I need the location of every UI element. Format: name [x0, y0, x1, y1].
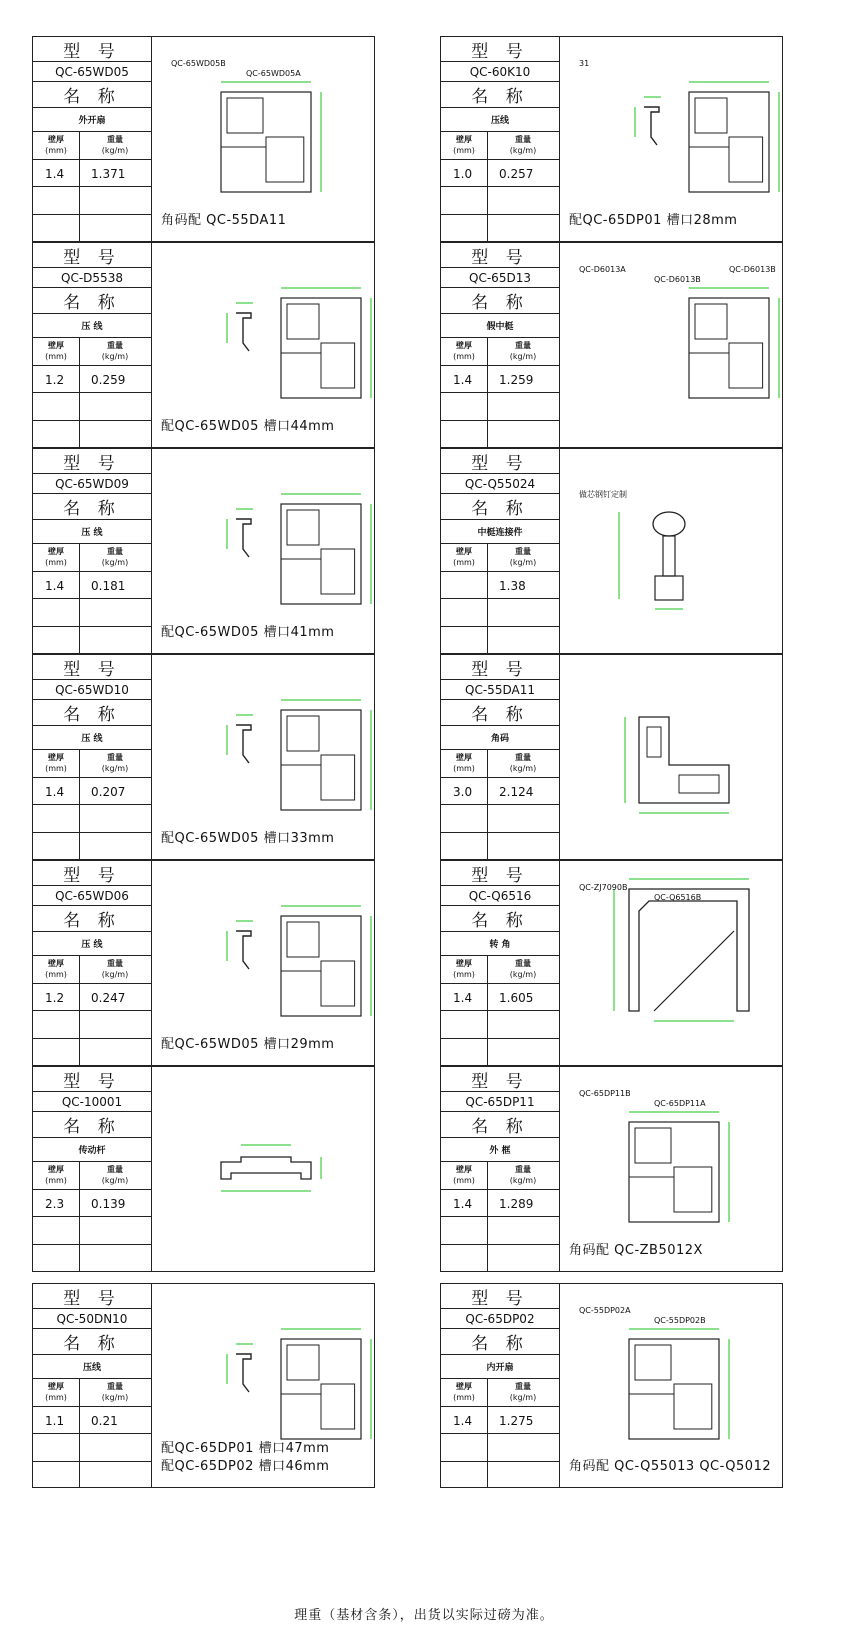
- model-label: 型 号: [33, 1067, 151, 1092]
- grid-line: [441, 159, 559, 160]
- model-value: QC-60K10: [441, 62, 559, 82]
- drawing-canvas: [559, 449, 782, 653]
- spec-table: [33, 449, 152, 653]
- thickness-header: 壁厚 (mm): [453, 753, 475, 773]
- profile-chamber: [287, 304, 319, 339]
- part-number-note: QC-65WD05B: [171, 59, 226, 68]
- grid-line: [33, 420, 151, 421]
- name-value: 转 角: [441, 932, 559, 956]
- profile-chamber: [321, 343, 355, 388]
- part-number-note: QC-65DP11A: [654, 1099, 706, 1108]
- weight-value: 0.181: [91, 579, 126, 593]
- corner-diagonal: [654, 931, 734, 1011]
- profile-drawing: [151, 655, 374, 859]
- weight-header: 重量 (kg/m): [509, 135, 537, 155]
- grid-line: [441, 420, 559, 421]
- profile-chamber: [287, 510, 319, 545]
- glazing-bead: [236, 725, 251, 763]
- model-label: 型 号: [33, 243, 151, 268]
- name-label: 名 称: [33, 1329, 151, 1355]
- part-number-note: QC-55DP02B: [654, 1316, 706, 1325]
- grid-line: [441, 571, 559, 572]
- profile-chamber: [321, 1384, 355, 1429]
- grid-line: [441, 626, 559, 627]
- drive-rod-outline: [221, 1157, 311, 1179]
- profile-card: [32, 448, 375, 654]
- profile-drawing: [559, 37, 782, 241]
- profile-card: [32, 242, 375, 448]
- profile-chamber: [287, 716, 319, 751]
- footer-note: 理重（基材含条），出货以实际过磅为准。: [294, 1608, 554, 1623]
- name-value: 压 线: [33, 726, 151, 750]
- grid-line: [441, 186, 559, 187]
- spec-grid: [441, 338, 559, 447]
- spec-grid: [441, 1379, 559, 1487]
- thickness-value: 1.4: [45, 579, 65, 593]
- connector-stem: [663, 536, 675, 576]
- spec-table: [33, 37, 152, 241]
- model-value: QC-65WD06: [33, 886, 151, 906]
- name-label: 名 称: [441, 906, 559, 932]
- weight-header: 重量 (kg/m): [509, 959, 537, 979]
- profile-chamber: [321, 755, 355, 800]
- name-label: 名 称: [441, 1329, 559, 1355]
- name-label: 名 称: [441, 494, 559, 520]
- profile-card: [32, 1283, 375, 1488]
- profile-chamber: [227, 98, 263, 133]
- fit-caption: 角码配 QC-ZB5012X: [569, 1243, 703, 1258]
- weight-header: 重量 (kg/m): [101, 547, 129, 567]
- name-value: 压线: [33, 1355, 151, 1379]
- name-value: 外开扇: [33, 108, 151, 132]
- grid-line: [441, 365, 559, 366]
- model-label: 型 号: [33, 861, 151, 886]
- weight-header: 重量 (kg/m): [101, 1382, 129, 1402]
- grid-line: [33, 1038, 151, 1039]
- part-number-note: QC-ZJ7090B: [579, 883, 628, 892]
- grid-line: [33, 392, 151, 393]
- glazing-bead: [644, 107, 659, 145]
- model-value: QC-65WD05: [33, 62, 151, 82]
- weight-header: 重量 (kg/m): [101, 135, 129, 155]
- weight-value: 1.371: [91, 167, 126, 181]
- name-value: 外 框: [441, 1138, 559, 1162]
- name-value: 角码: [441, 726, 559, 750]
- thickness-header: 壁厚 (mm): [453, 959, 475, 979]
- profile-chamber: [635, 1128, 671, 1163]
- spec-grid: [33, 132, 151, 241]
- model-label: 型 号: [33, 37, 151, 62]
- part-number-note: QC-Q6516B: [654, 893, 702, 902]
- name-value: 传动杆: [33, 1138, 151, 1162]
- grid-line: [33, 626, 151, 627]
- spec-grid: [441, 1162, 559, 1271]
- model-value: QC-65WD09: [33, 474, 151, 494]
- grid-line: [441, 1216, 559, 1217]
- thickness-header: 壁厚 (mm): [453, 135, 475, 155]
- corner-profile: [629, 889, 749, 1011]
- fit-caption: 配QC-65DP01 槽口28mm: [569, 213, 738, 228]
- name-value: 假中梃: [441, 314, 559, 338]
- profile-drawing: [151, 243, 374, 447]
- thickness-value: 1.0: [453, 167, 473, 181]
- part-number-note: 31: [579, 59, 590, 68]
- weight-value: 0.139: [91, 1197, 126, 1211]
- spec-table: [441, 449, 560, 653]
- model-label: 型 号: [441, 1067, 559, 1092]
- fit-caption: 配QC-65WD05 槽口29mm: [161, 1037, 335, 1052]
- grid-line: [441, 804, 559, 805]
- spec-table: [441, 1067, 560, 1271]
- spec-table: [33, 1284, 152, 1487]
- spec-grid: [33, 750, 151, 859]
- spec-grid: [33, 1379, 151, 1487]
- profile-card: [32, 36, 375, 242]
- profile-chamber: [674, 1167, 712, 1212]
- grid-line: [33, 1406, 151, 1407]
- name-value: 压 线: [33, 314, 151, 338]
- weight-header: 重量 (kg/m): [101, 1165, 129, 1185]
- drawing-canvas: [559, 655, 782, 859]
- weight-value: 0.247: [91, 991, 126, 1005]
- profile-drawing: [559, 1284, 782, 1487]
- grid-line: [33, 186, 151, 187]
- thickness-header: 壁厚 (mm): [45, 341, 67, 361]
- connector-base: [655, 576, 683, 600]
- grid-line: [33, 214, 151, 215]
- profile-drawing: [151, 861, 374, 1065]
- model-value: QC-50DN10: [33, 1309, 151, 1329]
- grid-line: [441, 1461, 559, 1462]
- grid-line: [33, 571, 151, 572]
- profile-card: [440, 860, 783, 1066]
- profile-card: [32, 654, 375, 860]
- spec-table: [33, 655, 152, 859]
- spec-table: [33, 861, 152, 1065]
- model-value: QC-65D13: [441, 268, 559, 288]
- thickness-value: 1.4: [453, 1414, 473, 1428]
- name-label: 名 称: [441, 82, 559, 108]
- spec-table: [441, 243, 560, 447]
- thickness-header: 壁厚 (mm): [453, 547, 475, 567]
- part-number-note: QC-D6013B: [729, 265, 776, 274]
- model-label: 型 号: [33, 449, 151, 474]
- grid-line: [33, 598, 151, 599]
- glazing-bead: [236, 519, 251, 557]
- spec-table: [33, 1067, 152, 1271]
- model-value: QC-D5538: [33, 268, 151, 288]
- weight-header: 重量 (kg/m): [509, 1165, 537, 1185]
- grid-line: [33, 832, 151, 833]
- profile-chamber: [266, 137, 304, 182]
- part-number-note: QC-55DP02A: [579, 1306, 631, 1315]
- model-label: 型 号: [441, 1284, 559, 1309]
- model-value: QC-10001: [33, 1092, 151, 1112]
- part-number-note: QC-65DP11B: [579, 1089, 631, 1098]
- thickness-header: 壁厚 (mm): [45, 753, 67, 773]
- weight-header: 重量 (kg/m): [101, 341, 129, 361]
- name-value: 内开扇: [441, 1355, 559, 1379]
- model-value: QC-65DP11: [441, 1092, 559, 1112]
- fit-caption: 配QC-65WD05 槽口41mm: [161, 625, 335, 640]
- glazing-bead: [236, 313, 251, 351]
- profile-card: [440, 1066, 783, 1272]
- profile-card: [440, 448, 783, 654]
- grid-line: [33, 1244, 151, 1245]
- profile-chamber: [729, 137, 763, 182]
- name-label: 名 称: [33, 906, 151, 932]
- name-value: 压线: [441, 108, 559, 132]
- name-label: 名 称: [441, 700, 559, 726]
- weight-header: 重量 (kg/m): [101, 959, 129, 979]
- fit-caption: 配QC-65WD05 槽口44mm: [161, 419, 335, 434]
- thickness-header: 壁厚 (mm): [45, 959, 67, 979]
- fit-caption: 角码配 QC-Q55013 QC-Q5012: [569, 1459, 772, 1474]
- name-label: 名 称: [33, 288, 151, 314]
- fit-caption: 角码配 QC-55DA11: [161, 213, 287, 228]
- profile-card: [440, 654, 783, 860]
- thickness-value: 1.1: [45, 1414, 65, 1428]
- part-number-note: 做芯钢钉定制: [579, 490, 627, 499]
- spec-table: [441, 1284, 560, 1487]
- name-label: 名 称: [441, 288, 559, 314]
- profile-chamber: [287, 922, 319, 957]
- spec-grid: [441, 750, 559, 859]
- spec-grid: [441, 956, 559, 1065]
- grid-line: [441, 1010, 559, 1011]
- thickness-header: 壁厚 (mm): [45, 1382, 67, 1402]
- grid-line: [33, 804, 151, 805]
- model-value: QC-55DA11: [441, 680, 559, 700]
- corner-key-slot: [679, 775, 719, 793]
- model-label: 型 号: [441, 449, 559, 474]
- grid-line: [441, 1406, 559, 1407]
- thickness-value: 1.2: [45, 991, 65, 1005]
- thickness-value: 1.2: [45, 373, 65, 387]
- glazing-bead: [236, 931, 251, 969]
- spec-table: [441, 861, 560, 1065]
- name-label: 名 称: [441, 1112, 559, 1138]
- spec-table: [441, 655, 560, 859]
- profile-drawing: [559, 449, 782, 653]
- model-label: 型 号: [441, 655, 559, 680]
- grid-line: [33, 983, 151, 984]
- profile-card: [32, 1066, 375, 1272]
- weight-value: 1.605: [499, 991, 534, 1005]
- grid-line: [33, 1189, 151, 1190]
- model-value: QC-65WD10: [33, 680, 151, 700]
- grid-line: [441, 777, 559, 778]
- thickness-header: 壁厚 (mm): [45, 547, 67, 567]
- model-label: 型 号: [33, 1284, 151, 1309]
- thickness-value: 1.4: [45, 167, 65, 181]
- model-label: 型 号: [441, 37, 559, 62]
- profile-chamber: [321, 961, 355, 1006]
- weight-value: 1.289: [499, 1197, 534, 1211]
- grid-line: [441, 1189, 559, 1190]
- thickness-value: 2.3: [45, 1197, 65, 1211]
- grid-line: [33, 365, 151, 366]
- profile-card: [32, 860, 375, 1066]
- weight-header: 重量 (kg/m): [509, 547, 537, 567]
- thickness-value: 1.4: [453, 373, 473, 387]
- connector-head: [653, 512, 685, 536]
- weight-header: 重量 (kg/m): [509, 341, 537, 361]
- grid-line: [33, 1461, 151, 1462]
- spec-grid: [33, 956, 151, 1065]
- model-value: QC-Q6516: [441, 886, 559, 906]
- weight-header: 重量 (kg/m): [509, 753, 537, 773]
- spec-grid: [441, 132, 559, 241]
- model-value: QC-65DP02: [441, 1309, 559, 1329]
- name-label: 名 称: [33, 700, 151, 726]
- weight-value: 0.259: [91, 373, 126, 387]
- profile-chamber: [729, 343, 763, 388]
- profile-chamber: [287, 1345, 319, 1380]
- profile-drawing: [559, 655, 782, 859]
- profile-drawing: [559, 861, 782, 1065]
- grid-line: [441, 598, 559, 599]
- model-label: 型 号: [33, 655, 151, 680]
- weight-value: 0.21: [91, 1414, 118, 1428]
- model-label: 型 号: [441, 243, 559, 268]
- glazing-bead: [236, 1354, 251, 1392]
- profile-chamber: [635, 1345, 671, 1380]
- model-value: QC-Q55024: [441, 474, 559, 494]
- profile-chamber: [695, 304, 727, 339]
- thickness-value: 1.4: [45, 785, 65, 799]
- part-number-note: QC-D6013A: [579, 265, 626, 274]
- grid-line: [441, 832, 559, 833]
- profile-drawing: [151, 37, 374, 241]
- weight-header: 重量 (kg/m): [101, 753, 129, 773]
- name-label: 名 称: [33, 494, 151, 520]
- grid-line: [441, 1433, 559, 1434]
- thickness-header: 壁厚 (mm): [453, 1382, 475, 1402]
- spec-table: [33, 243, 152, 447]
- grid-line: [441, 983, 559, 984]
- thickness-value: 3.0: [453, 785, 473, 799]
- profile-drawing: [151, 1067, 374, 1271]
- thickness-value: 1.4: [453, 991, 473, 1005]
- profile-card: [440, 242, 783, 448]
- thickness-header: 壁厚 (mm): [45, 135, 67, 155]
- weight-value: 0.257: [499, 167, 534, 181]
- fit-caption: 配QC-65WD05 槽口33mm: [161, 831, 335, 846]
- profile-chamber: [321, 549, 355, 594]
- weight-value: 1.38: [499, 579, 526, 593]
- thickness-header: 壁厚 (mm): [45, 1165, 67, 1185]
- weight-value: 1.259: [499, 373, 534, 387]
- thickness-header: 壁厚 (mm): [453, 341, 475, 361]
- profile-drawing: [151, 1284, 374, 1487]
- grid-line: [441, 1244, 559, 1245]
- fit-caption: 配QC-65DP02 槽口46mm: [161, 1459, 330, 1474]
- spec-grid: [33, 1162, 151, 1271]
- grid-line: [33, 1216, 151, 1217]
- thickness-header: 壁厚 (mm): [453, 1165, 475, 1185]
- grid-line: [33, 1010, 151, 1011]
- spec-table: [441, 37, 560, 241]
- profile-drawing: [559, 1067, 782, 1271]
- name-label: 名 称: [33, 82, 151, 108]
- drawing-canvas: [151, 1067, 374, 1271]
- profile-chamber: [674, 1384, 712, 1429]
- profile-drawing: [151, 449, 374, 653]
- grid-line: [33, 777, 151, 778]
- weight-value: 2.124: [499, 785, 534, 799]
- profile-chamber: [695, 98, 727, 133]
- weight-header: 重量 (kg/m): [509, 1382, 537, 1402]
- corner-key-slot: [647, 727, 661, 757]
- name-value: 压 线: [33, 520, 151, 544]
- grid-line: [33, 159, 151, 160]
- thickness-value: 1.4: [453, 1197, 473, 1211]
- grid-line: [441, 392, 559, 393]
- grid-line: [441, 1038, 559, 1039]
- profile-card: [440, 36, 783, 242]
- grid-line: [441, 214, 559, 215]
- spec-grid: [441, 544, 559, 653]
- corner-key-outline: [639, 717, 729, 803]
- model-label: 型 号: [441, 861, 559, 886]
- fit-caption: 配QC-65DP01 槽口47mm: [161, 1441, 330, 1456]
- name-label: 名 称: [33, 1112, 151, 1138]
- grid-line: [33, 1433, 151, 1434]
- weight-value: 0.207: [91, 785, 126, 799]
- name-value: 压 线: [33, 932, 151, 956]
- profile-drawing: [559, 243, 782, 447]
- spec-grid: [33, 544, 151, 653]
- part-number-note: QC-D6013B: [654, 275, 701, 284]
- spec-grid: [33, 338, 151, 447]
- weight-value: 1.275: [499, 1414, 534, 1428]
- name-value: 中梃连接件: [441, 520, 559, 544]
- part-number-note: QC-65WD05A: [246, 69, 301, 78]
- profile-card: [440, 1283, 783, 1488]
